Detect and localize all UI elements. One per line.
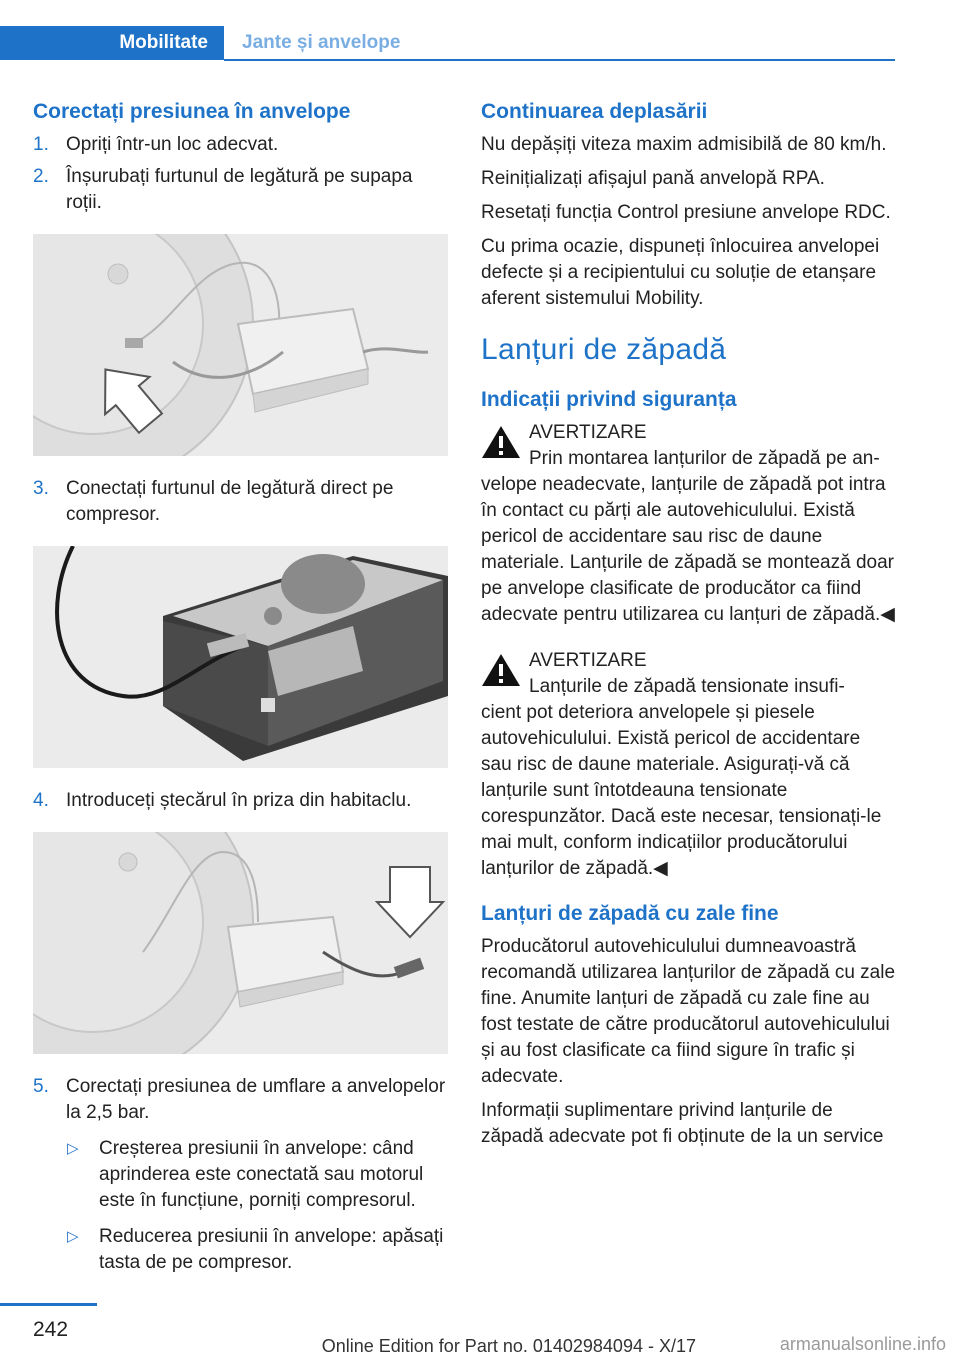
chapter-title: Lanțuri de zăpadă (481, 333, 727, 366)
substep-text: Creșterea presiunii în anvelope: când aprinderea este conectată sau motorul este în funcțiune, porniți compresorul. (99, 1138, 424, 1211)
paragraph: Informații suplimentare privind lanțurile de zăpadă adecvate pot fi obținute de la un service (481, 1100, 884, 1147)
substep-text: Reducerea presiunii în anvelope: apăsați tasta de pe compresor. (99, 1226, 444, 1273)
subsection-tab-label[interactable]: Jante și anvelope (242, 32, 401, 53)
bullet-triangle-icon: ▷ (67, 1228, 79, 1245)
header-bar (0, 26, 895, 62)
bullet-triangle-icon: ▷ (67, 1140, 79, 1157)
section-heading-continue: Continuarea deplasării (481, 100, 708, 123)
warning-block (481, 420, 896, 628)
warning-title: AVERTIZARE (529, 422, 647, 443)
warning-triangle-icon (481, 424, 521, 460)
paragraph: Reinițializați afișajul pană anvelopă RPA. (481, 168, 825, 189)
paragraph: Cu prima ocazie, dispuneți înlocuirea anvelopei defecte și a recipientului cu soluție de etanșare aferent sistemului Mobility. (481, 236, 880, 309)
section-heading-pressure: Corectați presiunea în anvelope (33, 100, 351, 123)
step-text: Înșurubați furtunul de legătură pe supapa roții. (66, 166, 413, 213)
right-column (481, 98, 896, 1158)
step-number: 1. (33, 134, 49, 155)
step-text: Introduceți ștecărul în priza din habitaclu. (66, 790, 412, 811)
edition-label: Online Edition for Part no. 01402984094 - X/17 (321, 1336, 696, 1356)
warning-title: AVERTIZARE (529, 650, 647, 671)
warning-block (481, 648, 896, 882)
warning-triangle-icon (481, 652, 521, 688)
paragraph: Producătorul autovehiculului dumneavoastră recomandă utilizarea lanțurilor de zăpadă cu zale fine. Anumite lanțuri de zăpadă cu zale fine au fost testate de către producătorul autovehiculului și au fost clasificate ca fiind sigure în trafic și adecvate. (481, 936, 896, 1087)
footer-divider (0, 1303, 97, 1306)
step-4 (33, 788, 448, 814)
section-heading-safety: Indicații privind siguranța (481, 388, 737, 411)
warning-lead: Lanțurile de zăpadă tensionate insufi- (529, 676, 845, 697)
step-number: 3. (33, 478, 49, 499)
warning-lead: Prin montarea lanțurilor de zăpadă pe an- (529, 448, 880, 469)
section-tab-label: Mobilitate (119, 32, 208, 53)
warning-body: velope neadecvate, lanțurile de zăpadă pot intra în contact cu părți ale autovehiculului. Există pericol de accidentare sau risc de daune materiale. Lanțurile de zăpadă se montează doar pe anvelope clasificate de producător ca fiind adecvate pentru utilizarea cu lanțuri de zăpadă.◀ (481, 474, 895, 625)
substep-decrease (33, 1224, 448, 1276)
left-column (33, 98, 448, 1276)
paragraph: Nu depășiți viteza maxim admisibilă de 80 km/h. (481, 134, 887, 155)
warning-body: cient pot deteriora anvelopele și piesele autovehiculului. Există pericol de accidentare sau risc de daune materiale. Asigurați-vă că lanțurile sunt întotdeauna tensionate corespunzător. Dacă este necesar, tensionați-le mai mult, conform indicațiilor producătorului lanțurilor de zăpadă.◀ (481, 702, 882, 879)
step-1 (33, 132, 448, 158)
step-text: Corectați presiunea de umflare a anvelopelor la 2,5 bar. (66, 1076, 446, 1123)
step-text: Conectați furtunul de legătură direct pe compresor. (66, 478, 394, 525)
figure-hose-on-compressor (33, 546, 448, 768)
figure-plug-in-socket (33, 832, 448, 1054)
step-5 (33, 1074, 448, 1126)
substep-increase (33, 1136, 448, 1214)
step-number: 2. (33, 166, 49, 187)
section-heading-fine-chains: Lanțuri de zăpadă cu zale fine (481, 902, 779, 925)
watermark: armanualsonline.info (779, 1334, 946, 1354)
header-divider (224, 59, 895, 61)
figure-hose-on-valve (33, 234, 448, 456)
paragraph: Resetați funcția Control presiune anvelope RDC. (481, 202, 891, 223)
step-3 (33, 476, 448, 528)
step-number: 5. (33, 1076, 49, 1097)
page-number: 242 (33, 1318, 69, 1341)
section-tab[interactable] (0, 26, 224, 60)
step-text: Opriți într-un loc adecvat. (66, 134, 279, 155)
step-2 (33, 164, 448, 216)
step-number: 4. (33, 790, 49, 811)
